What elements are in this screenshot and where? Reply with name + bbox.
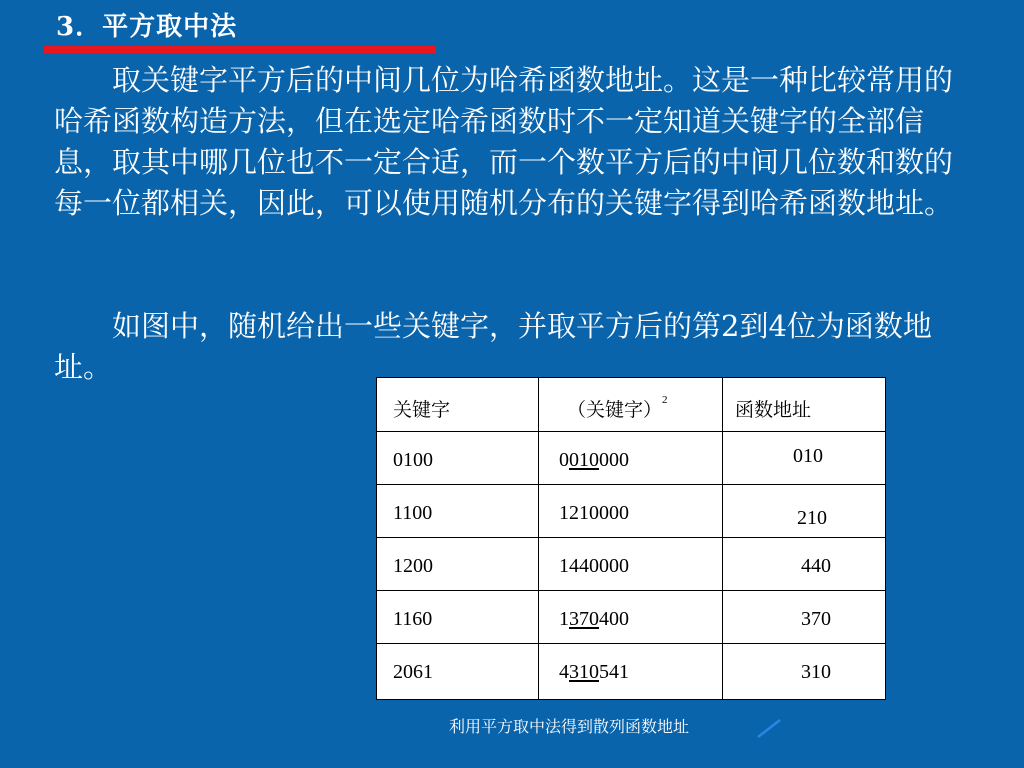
cell-squared: 1440000 xyxy=(539,538,723,591)
cell-address: 370 xyxy=(723,591,885,644)
cell-key: 1160 xyxy=(377,591,539,644)
hash-table xyxy=(376,377,886,700)
cell-squared: 4310541 xyxy=(539,644,723,699)
paragraph-2: 如图中，随机给出一些关键字，并取平方后的第2到4位为函数地址。 xyxy=(54,309,932,384)
slide-heading: 3．平方取中法 xyxy=(56,12,238,42)
cell-key: 1100 xyxy=(377,485,539,538)
cell-address: 440 xyxy=(723,538,885,591)
cell-address: 010 xyxy=(723,432,885,485)
table-caption: 利用平方取中法得到散列函数地址 xyxy=(449,717,690,736)
cell-key: 0100 xyxy=(377,432,539,485)
header-address: 函数地址 xyxy=(723,378,885,432)
paragraph-1: 取关键字平方后的中间几位为哈希函数地址。这是一种比较常用的哈希函数构造方法，但在选定哈希函数时不一定知道关键字的全部信息，取其中哪几位也不一定合适，而一个数平方后的中间几位数和数的每一位都相关，因此，可以使用随机分布的关键字得到哈希函数地址。 xyxy=(54,63,954,220)
header-key-squared: （关键字）$^2$ xyxy=(539,378,723,432)
cell-key: 1200 xyxy=(377,538,539,591)
heading-underline xyxy=(44,46,436,53)
cell-squared: 0010000 xyxy=(539,432,723,485)
header-key: 关键字 xyxy=(377,378,539,432)
cell-address: 210 xyxy=(723,485,885,538)
cell-key: 2061 xyxy=(377,644,539,699)
cell-squared: 1210000 xyxy=(539,485,723,538)
cell-address: 310 xyxy=(801,661,831,683)
cell-squared: 1370400 xyxy=(539,591,723,644)
decorative-stroke xyxy=(756,716,782,740)
